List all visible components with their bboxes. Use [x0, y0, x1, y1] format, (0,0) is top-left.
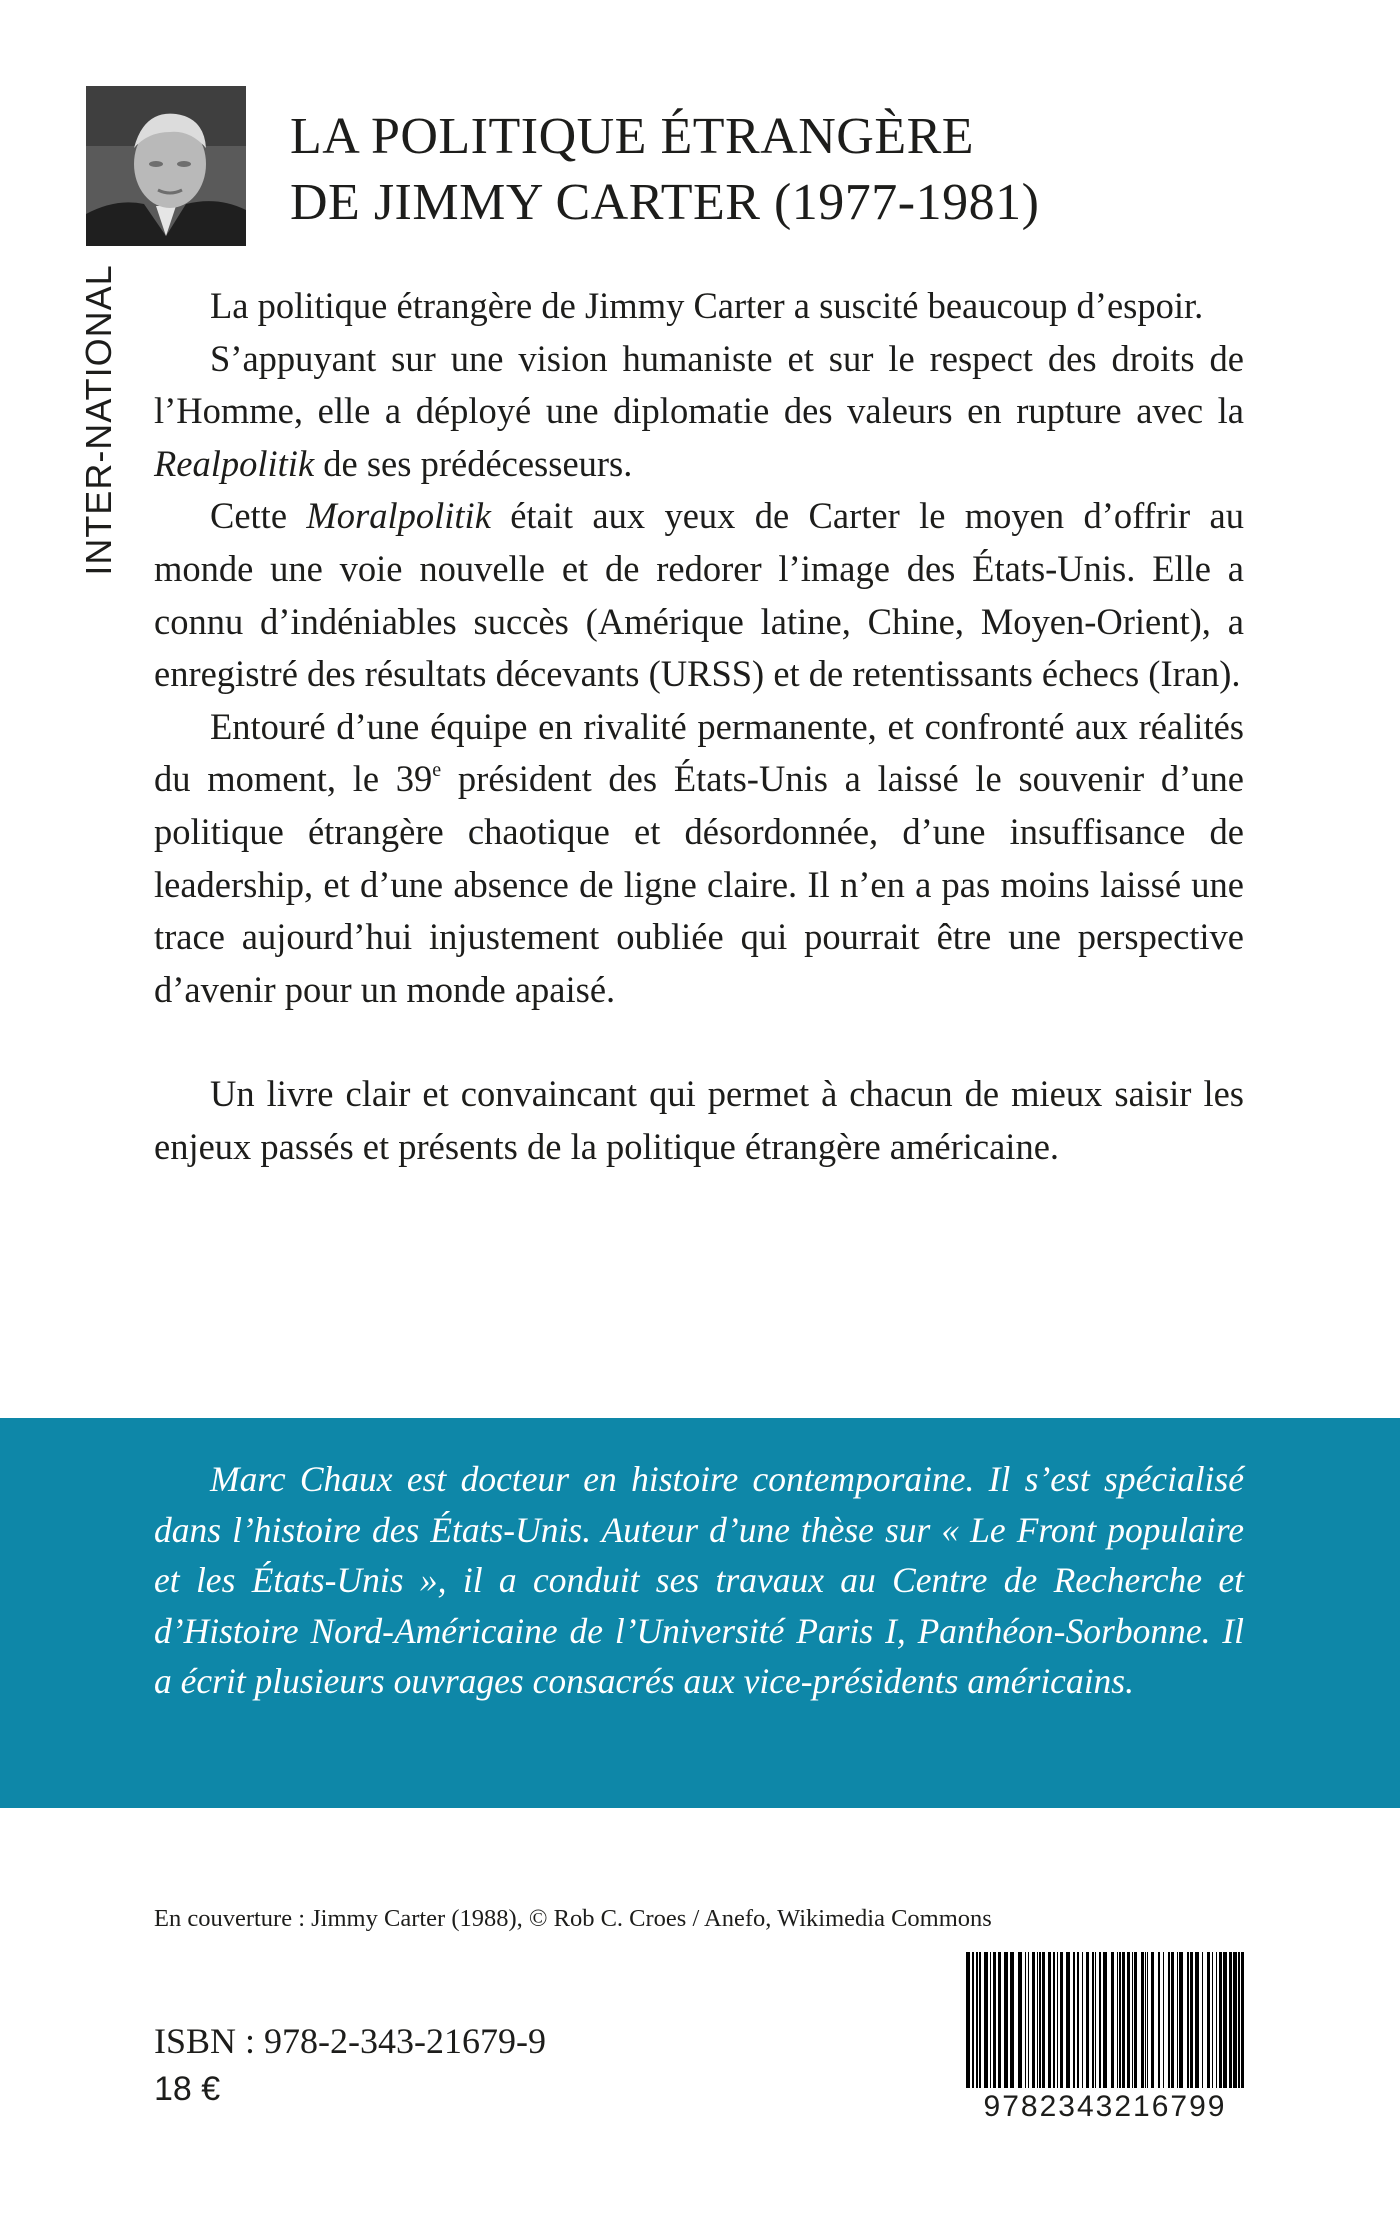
book-title	[290, 104, 1039, 236]
barcode-bar	[1053, 1952, 1055, 2088]
barcode-bar	[1025, 1952, 1026, 2088]
barcode-bar	[1171, 1952, 1174, 2088]
barcode-bar	[1177, 1952, 1178, 2088]
barcode-bar	[1057, 1952, 1058, 2088]
barcode-digits: 9782343216799	[983, 2090, 1227, 2123]
barcode-bar	[1082, 1952, 1083, 2088]
barcode-bar	[1168, 1952, 1170, 2088]
barcode-bar	[1060, 1952, 1063, 2088]
barcode-bar	[1219, 1952, 1222, 2088]
barcode-bar	[1073, 1952, 1075, 2088]
author-bio: Marc Chaux est docteur en histoire contemporaine. Il s’est spécialisé dans l’histoire des États-Unis. Auteur d’une thèse sur « Le Front populaire et les États-Unis », il a conduit ses travaux au Centre de Recherche et d’Histoire Nord-Américaine de l’Université Paris I, Panthéon-Sorbonne. Il a écrit plusieurs ouvrages consacrés aux vice-présidents américains.	[154, 1459, 1244, 1701]
barcode-bar	[1004, 1952, 1008, 2088]
barcode-bar	[1117, 1952, 1118, 2088]
barcode-bar	[1103, 1952, 1107, 2088]
blurb-paragraph-3	[154, 490, 1244, 700]
barcode-bar	[966, 1952, 970, 2088]
ordinal-superscript: e	[432, 759, 442, 782]
barcode-bar	[1018, 1952, 1022, 2088]
barcode-bar	[1202, 1952, 1203, 2088]
barcode-bar	[1092, 1952, 1094, 2088]
blurb-text: président des États-Unis a laissé le souvenir d’une politique étrangère chaotique et désordonnée, d’une insuffisance de leadership, et d’une absence de ligne claire. Il n’en a pas moins laissé une trace aujourd’hui injustement oubliée qui pourrait être une perspective d’avenir pour un monde apaisé.	[154, 758, 1244, 1010]
barcode-bar	[990, 1952, 991, 2088]
barcode-bar	[998, 1952, 1001, 2088]
barcode-bar	[1099, 1952, 1101, 2088]
barcode-bar	[1163, 1952, 1164, 2088]
barcode-bar	[1086, 1952, 1089, 2088]
barcode-bar	[1179, 1952, 1183, 2088]
barcode-bar	[1212, 1952, 1213, 2088]
barcode-bar	[1048, 1952, 1051, 2088]
series-label-container	[76, 262, 122, 578]
barcode-bar	[1134, 1952, 1137, 2088]
isbn: ISBN : 978-2-343-21679-9	[154, 2021, 546, 2061]
blurb-text: était aux yeux de Carter le moyen d’offrir au monde une voie nouvelle et de redorer l’image des États-Unis. Elle a connu d’indéniables succès (Amérique latine, Chine, Moyen-Orient), a enregistré des résultats décevants (URSS) et de retentissants échecs (Iran).	[154, 495, 1244, 695]
barcode-bar	[1077, 1952, 1079, 2088]
barcode-bar	[1042, 1952, 1045, 2088]
barcode-bar	[1158, 1952, 1160, 2088]
barcode-bar	[1095, 1952, 1096, 2088]
barcode-bar	[1111, 1952, 1114, 2088]
blurb-paragraph-4	[154, 701, 1244, 1017]
barcode-bar	[972, 1952, 974, 2088]
barcode	[966, 1952, 1244, 2132]
blurb-emphasis: Moralpolitik	[306, 495, 491, 537]
barcode-bar	[1233, 1952, 1237, 2088]
barcode-bar	[1119, 1952, 1121, 2088]
blurb-emphasis: Realpolitik	[154, 442, 315, 484]
barcode-bar	[1187, 1952, 1189, 2088]
blurb-text: Cette	[210, 495, 307, 537]
barcode-bar	[1037, 1952, 1038, 2088]
barcode-bar	[1122, 1952, 1125, 2088]
barcode-bar	[1032, 1952, 1035, 2088]
title-line-1: LA POLITIQUE ÉTRANGÈRE	[290, 108, 975, 165]
barcode-bar	[1132, 1952, 1133, 2088]
barcode-bar	[1151, 1952, 1154, 2088]
cover-credit: En couverture : Jimmy Carter (1988), © Rob C. Croes / Anefo, Wikimedia Commons	[154, 1905, 992, 1932]
blurb-text: S’appuyant sur une vision humaniste et sur le respect des droits de l’Homme, elle a déployé une diplomatie des valeurs en rupture avec la	[154, 337, 1244, 432]
barcode-bar	[1229, 1952, 1232, 2088]
barcode-bars	[966, 1952, 1244, 2088]
blurb-paragraph-2	[154, 333, 1244, 491]
barcode-bar	[1028, 1952, 1029, 2088]
barcode-bar	[1241, 1952, 1244, 2088]
barcode-bar	[1145, 1952, 1146, 2088]
barcode-bar	[993, 1952, 996, 2088]
barcode-bar	[1190, 1952, 1193, 2088]
author-bio-band	[0, 1418, 1400, 1808]
barcode-bar	[1207, 1952, 1210, 2088]
barcode-bar	[976, 1952, 978, 2088]
back-cover-blurb	[154, 280, 1244, 1174]
barcode-bar	[1127, 1952, 1130, 2088]
blurb-text: Entouré d’une équipe en rivalité permanente, et confronté aux réalités du moment, le 39	[154, 705, 1244, 800]
barcode-bar	[979, 1952, 981, 2088]
series-label: INTER-NATIONAL	[78, 264, 119, 576]
barcode-bar	[1066, 1952, 1070, 2088]
barcode-bar	[1223, 1952, 1227, 2088]
author-portrait	[86, 86, 246, 246]
barcode-bar	[1195, 1952, 1199, 2088]
title-line-2: DE JIMMY CARTER (1977-1981)	[290, 174, 1040, 231]
barcode-bar	[1141, 1952, 1144, 2088]
price: 18 €	[154, 2070, 221, 2108]
blurb-paragraph-1: La politique étrangère de Jimmy Carter a suscité beaucoup d’espoir.	[210, 285, 1204, 326]
blurb-paragraph-5: Un livre clair et convaincant qui permet à chacun de mieux saisir les enjeux passés et présents de la politique étrangère américaine.	[154, 1073, 1244, 1167]
barcode-bar	[1216, 1952, 1217, 2088]
barcode-bar	[1147, 1952, 1148, 2088]
barcode-bar	[1039, 1952, 1041, 2088]
blurb-text: de ses prédécesseurs.	[314, 442, 633, 484]
barcode-bar	[1238, 1952, 1240, 2088]
barcode-bar	[984, 1952, 988, 2088]
barcode-bar	[1010, 1952, 1014, 2088]
